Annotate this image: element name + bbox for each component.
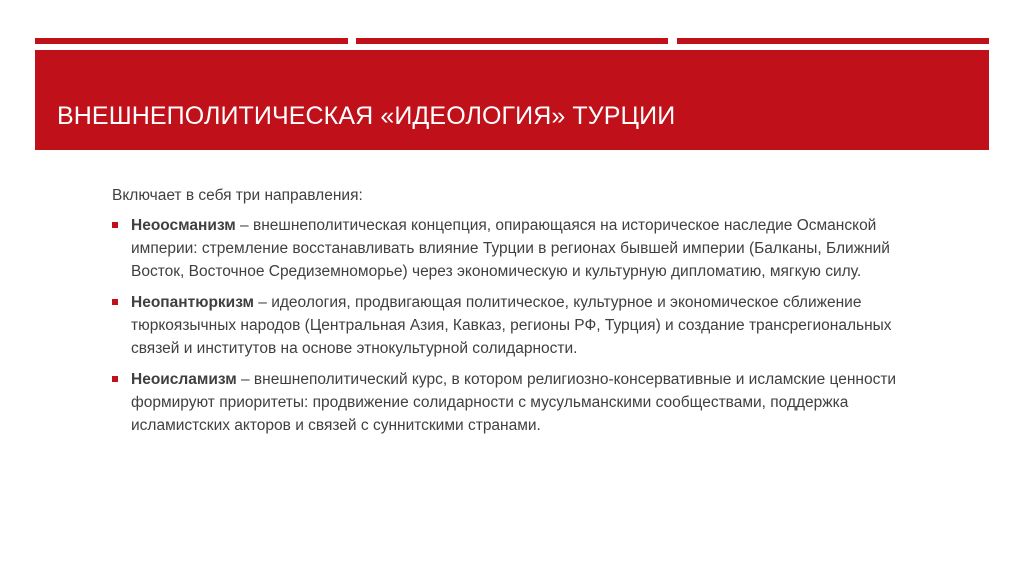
top-accent-bar-center	[356, 38, 668, 44]
item-description: – внешнеполитический курс, в котором религиозно-консервативные и исламские ценности формируют приоритеты: продвижение солидарности с мусульманскими сообществами, поддержка исламистских акторов и связей с суннитскими странами.	[131, 371, 897, 434]
top-accent-bar-right	[677, 38, 989, 44]
item-term: Неоисламизм	[131, 371, 237, 388]
item-term: Неоосманизм	[131, 217, 236, 234]
list-item-neo-islamism	[112, 368, 912, 437]
list-item-neo-ottomanism	[112, 214, 912, 283]
square-bullet-icon	[112, 222, 118, 228]
item-description: – идеология, продвигающая политическое, культурное и экономическое сближение тюркоязычных народов (Центральная Азия, Кавказ, регионы РФ, Турция) и создание трансрегиональных связей и институтов на основе этнокультурной солидарности.	[131, 294, 892, 357]
list-item-neo-panturkism	[112, 291, 912, 360]
slide-title: ВНЕШНЕПОЛИТИЧЕСКАЯ «ИДЕОЛОГИЯ» ТУРЦИИ	[57, 102, 676, 130]
item-description: – внешнеполитическая концепция, опирающаяся на историческое наследие Османской империи: стремление восстанавливать влияние Турции в регионах бывшей империи (Балканы, Ближний Восток, Восточное Средиземноморье) через экономическую и культурную дипломатию, мягкую силу.	[131, 217, 890, 280]
square-bullet-icon	[112, 376, 118, 382]
item-term: Неопантюркизм	[131, 294, 254, 311]
top-accent-bar-left	[35, 38, 348, 44]
intro-text: Включает в себя три направления:	[112, 187, 363, 204]
square-bullet-icon	[112, 299, 118, 305]
title-band	[35, 50, 989, 150]
slide-content	[112, 184, 912, 445]
directions-list	[112, 214, 912, 437]
